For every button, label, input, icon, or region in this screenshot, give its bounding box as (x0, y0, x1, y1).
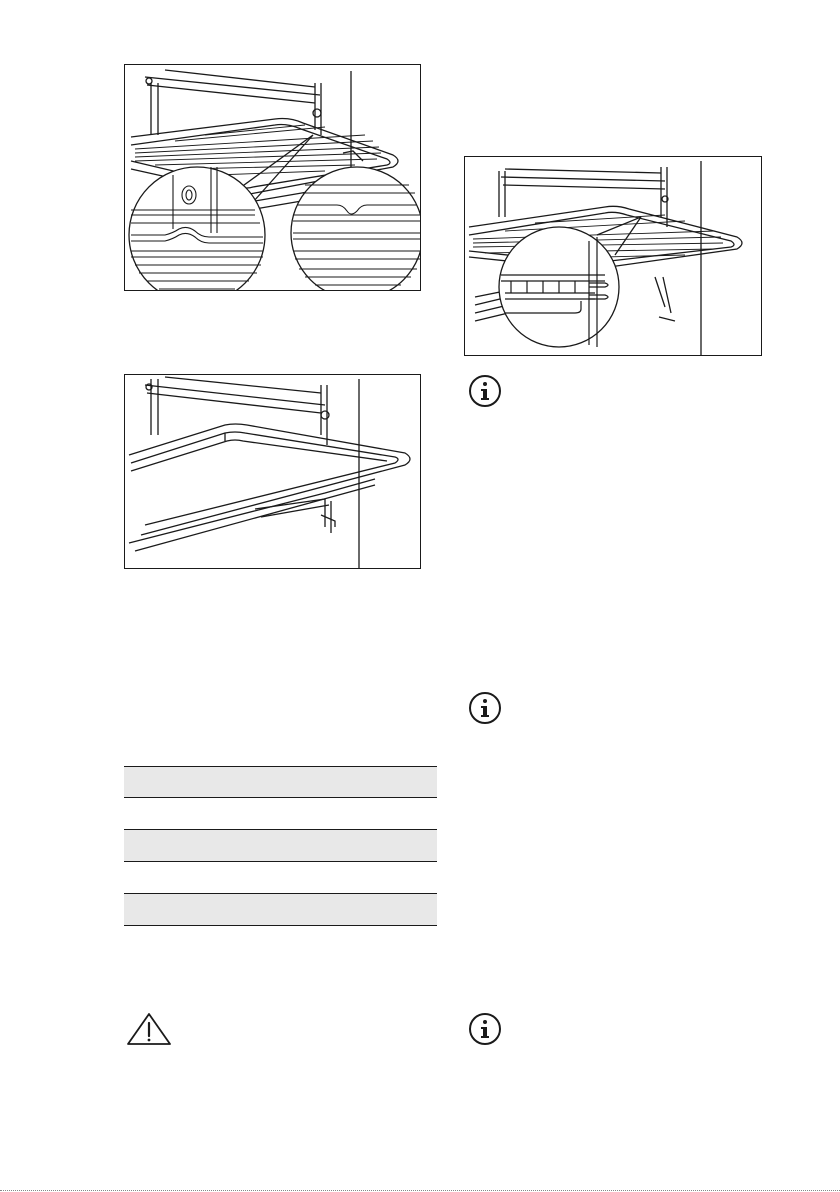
figure-rack-detail (464, 156, 762, 356)
table-row (124, 798, 437, 830)
table-row (124, 862, 437, 894)
info-icon (468, 691, 502, 730)
table-row (124, 830, 437, 862)
oven-wire-shelf-detail-illustration (465, 157, 761, 355)
shelf-position-table (124, 766, 437, 926)
info-icon (468, 1012, 502, 1051)
info-icon (468, 374, 502, 413)
warning-triangle-icon (126, 1012, 172, 1051)
figure-rack-with-zoom (124, 64, 421, 291)
oven-wire-shelf-illustration (125, 65, 420, 290)
page-bottom-edge (0, 1190, 840, 1191)
table-row (124, 894, 437, 926)
figure-deep-pan (124, 374, 421, 569)
table-row (124, 766, 437, 798)
oven-deep-pan-illustration (125, 375, 420, 568)
